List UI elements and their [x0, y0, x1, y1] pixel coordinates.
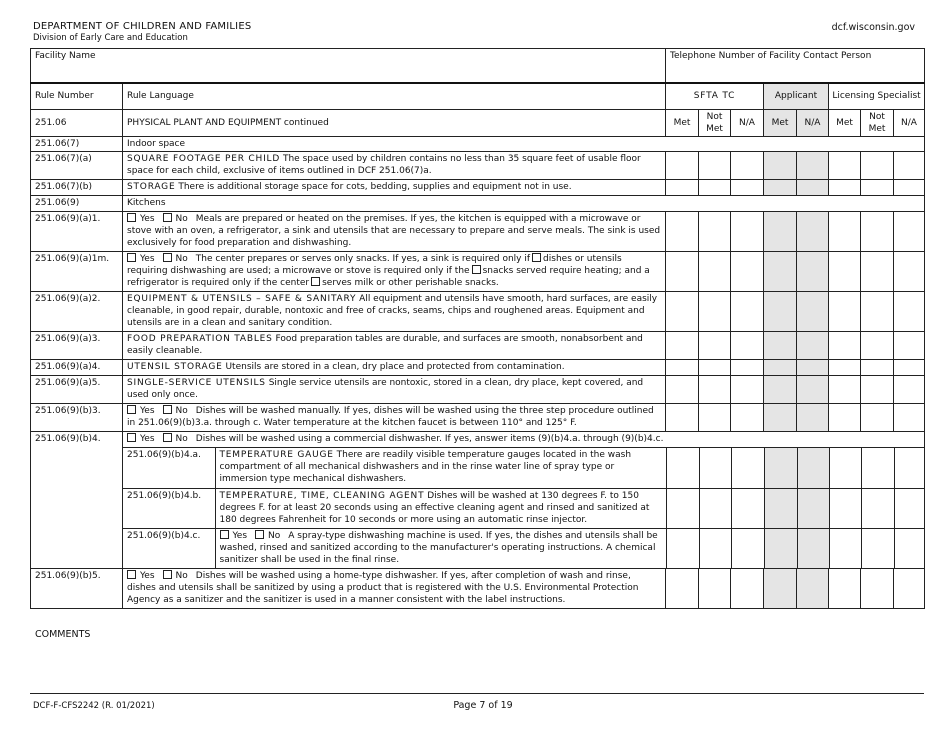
- ls-na-cell[interactable]: [894, 152, 925, 180]
- rule-title: STORAGE: [127, 182, 176, 192]
- ls-met-cell[interactable]: [829, 360, 861, 376]
- applicant-met-cell[interactable]: [764, 376, 797, 404]
- no-label: No: [175, 406, 188, 416]
- rule-number: 251.06(7)(b): [31, 180, 123, 196]
- column-header-row: [31, 83, 925, 110]
- sfta-na-cell[interactable]: [731, 332, 764, 360]
- sfta-met-cell[interactable]: [666, 448, 699, 488]
- sfta-met-cell[interactable]: [666, 376, 699, 404]
- ls-na-cell[interactable]: [894, 292, 925, 332]
- sfta-not-met-cell[interactable]: [699, 180, 731, 196]
- footer-divider: [30, 693, 924, 694]
- ls-met-cell[interactable]: [829, 152, 861, 180]
- no-label: No: [268, 530, 281, 541]
- applicant-met-cell[interactable]: [764, 252, 797, 292]
- applicant-met-cell[interactable]: [764, 404, 797, 432]
- sfta-na-cell[interactable]: [731, 448, 764, 488]
- ls-na-cell[interactable]: [894, 212, 925, 252]
- rule-language-header: Rule Language: [123, 83, 666, 110]
- sfta-met-cell[interactable]: [666, 569, 699, 609]
- rule-row-251-06-9: [31, 196, 925, 212]
- section-heading: Indoor space: [123, 137, 925, 152]
- checklist-body-table: [30, 109, 925, 609]
- rule-row-251-06-9-a-1m: [31, 252, 925, 292]
- facility-info-row: [31, 49, 925, 83]
- ls-met-cell[interactable]: [829, 448, 861, 488]
- ls-met-cell[interactable]: [829, 180, 861, 196]
- no-checkbox[interactable]: [163, 433, 172, 442]
- rule-text: Dishes will be washed at 130 degrees F. to 150 degrees F. for at least 20 seconds using an effective cleaning agent and rinsed and sanitized at 180 degrees Fahrenheit for 10 seconds or more using an automatic rinse injector.: [219, 490, 650, 525]
- ls-not-met-header: Not Met: [861, 110, 894, 137]
- website-url[interactable]: dcf.wisconsin.gov: [831, 22, 915, 33]
- no-label: No: [175, 254, 188, 264]
- sfta-met-header: Met: [666, 110, 699, 137]
- ls-met-header: Met: [829, 110, 861, 137]
- sfta-na-cell[interactable]: [731, 180, 764, 196]
- sfta-met-cell[interactable]: [666, 528, 699, 568]
- rule-text: Single service utensils are nontoxic, stored in a clean, dry place, kept covered, and used only once.: [127, 378, 644, 400]
- no-checkbox[interactable]: [163, 570, 172, 579]
- checklist-table: [30, 48, 925, 110]
- no-label: No: [175, 214, 188, 224]
- yes-checkbox[interactable]: [127, 433, 136, 442]
- rule-text-2: dishes or utensils requiring dishwashing are used; a microwave or stove is required only if the: [127, 254, 622, 276]
- rule-row-251-06-9-a-2: [31, 292, 925, 332]
- sfta-na-header: N/A: [731, 110, 764, 137]
- rule-text: Dishes will be washed using a commercial dishwasher. If yes, answer items (9)(b)4.a. through (9)(b)4.c.: [195, 434, 664, 444]
- ls-met-cell[interactable]: [829, 212, 861, 252]
- sfta-met-cell[interactable]: [666, 488, 699, 528]
- ls-not-met-cell[interactable]: [861, 569, 894, 609]
- yes-label: Yes: [140, 434, 155, 444]
- ls-na-cell[interactable]: [894, 376, 925, 404]
- no-checkbox[interactable]: [255, 530, 264, 539]
- ls-not-met-cell[interactable]: [861, 404, 894, 432]
- rule-row-251-06-9-a-1: [31, 212, 925, 252]
- sfta-na-cell[interactable]: [731, 528, 764, 568]
- ls-not-met-cell[interactable]: [861, 152, 894, 180]
- rule-text-4: serves milk or other perishable snacks.: [322, 278, 499, 288]
- sfta-met-cell[interactable]: [666, 332, 699, 360]
- applicant-na-cell[interactable]: [797, 404, 829, 432]
- rule-language: [123, 292, 666, 332]
- sfta-na-cell[interactable]: [731, 292, 764, 332]
- applicant-na-cell[interactable]: [797, 212, 829, 252]
- yes-checkbox[interactable]: [127, 213, 136, 222]
- rule-language: [123, 376, 666, 404]
- sfta-not-met-cell[interactable]: [699, 152, 731, 180]
- ls-na-cell[interactable]: [894, 252, 925, 292]
- dishes-checkbox[interactable]: [532, 253, 541, 262]
- rule-number: 251.06(9)(a)2.: [31, 292, 123, 332]
- rule-language: [215, 448, 666, 488]
- rule-number: 251.06(9)(b)3.: [31, 404, 123, 432]
- rule-text: A spray-type dishwashing machine is used. If yes, the dishes and utensils shall be washed, rinsed and sanitized according to the manufacturer's operating instructions. A chemical sanitizer shall be used in the final rinse.: [219, 530, 658, 565]
- rule-number-header: Rule Number: [31, 83, 123, 110]
- agency-name: DEPARTMENT OF CHILDREN AND FAMILIES: [33, 21, 252, 32]
- rule-title: FOOD PREPARATION TABLES: [127, 334, 273, 344]
- applicant-met-cell[interactable]: [764, 569, 797, 609]
- applicant-met-cell[interactable]: [764, 360, 797, 376]
- sfta-na-cell[interactable]: [731, 212, 764, 252]
- rule-number: 251.06(7)(a): [31, 152, 123, 180]
- sfta-not-met-cell[interactable]: [699, 528, 731, 568]
- yes-label: Yes: [232, 530, 248, 541]
- applicant-na-cell[interactable]: [797, 180, 829, 196]
- rule-number: 251.06(9)(b)4.: [31, 432, 123, 569]
- applicant-na-cell[interactable]: [797, 528, 829, 568]
- ls-na-cell[interactable]: [894, 180, 925, 196]
- rule-number: 251.06(9)(a)5.: [31, 376, 123, 404]
- ls-met-cell[interactable]: [829, 332, 861, 360]
- yes-checkbox[interactable]: [127, 253, 136, 262]
- sfta-not-met-cell[interactable]: [699, 404, 731, 432]
- applicant-met-cell[interactable]: [764, 152, 797, 180]
- rule-row-251-06-7: [31, 137, 925, 152]
- rule-row-251-06-9-b-4-a: [123, 448, 925, 488]
- applicant-met-cell[interactable]: [764, 180, 797, 196]
- comments-label: COMMENTS: [35, 629, 91, 640]
- facility-name-field[interactable]: [31, 49, 666, 83]
- rule-title: TEMPERATURE, TIME, CLEANING AGENT: [219, 490, 425, 501]
- no-checkbox[interactable]: [163, 213, 172, 222]
- rule-text-1: The center prepares or serves only snacks. If yes, a sink is required only if: [195, 254, 531, 264]
- rule-number: 251.06(9)(a)3.: [31, 332, 123, 360]
- sfta-tc-header: SFTA TC: [666, 83, 764, 110]
- sfta-not-met-cell[interactable]: [699, 488, 731, 528]
- ls-not-met-cell[interactable]: [861, 376, 894, 404]
- ls-na-cell[interactable]: [894, 528, 925, 568]
- header-agency-block: [33, 20, 251, 44]
- applicant-na-cell[interactable]: [797, 569, 829, 609]
- sub-rules-container: [123, 448, 925, 569]
- rule-text: There is additional storage space for cots, bedding, supplies and equipment not in use.: [178, 182, 572, 192]
- sfta-na-cell[interactable]: [731, 360, 764, 376]
- applicant-met-header: Met: [764, 110, 797, 137]
- applicant-header: Applicant: [764, 83, 829, 110]
- division-name: Division of Early Care and Education: [33, 33, 188, 43]
- sfta-met-cell[interactable]: [666, 292, 699, 332]
- rule-language: [123, 252, 666, 292]
- rule-row-251-06-9-b-4-b: [123, 488, 925, 528]
- ls-met-cell[interactable]: [829, 404, 861, 432]
- no-checkbox[interactable]: [163, 253, 172, 262]
- rule-title: SQUARE FOOTAGE PER CHILD: [127, 154, 281, 164]
- applicant-na-cell[interactable]: [797, 152, 829, 180]
- rule-number: 251.06(9)(b)4.b.: [123, 488, 215, 528]
- ls-not-met-cell[interactable]: [861, 292, 894, 332]
- rule-row-251-06-9-b-4: [31, 432, 925, 448]
- ls-na-cell[interactable]: [894, 488, 925, 528]
- sfta-not-met-cell[interactable]: [699, 448, 731, 488]
- sfta-na-cell[interactable]: [731, 404, 764, 432]
- rule-language: [123, 180, 666, 196]
- sfta-na-cell[interactable]: [731, 252, 764, 292]
- rule-row-251-06-9-b-4-c: [123, 528, 925, 568]
- applicant-na-header: N/A: [797, 110, 829, 137]
- applicant-na-cell[interactable]: [797, 448, 829, 488]
- ls-not-met-cell[interactable]: [861, 180, 894, 196]
- rule-number: 251.06(9)(a)1.: [31, 212, 123, 252]
- rule-language: [215, 528, 666, 568]
- applicant-met-cell[interactable]: [764, 212, 797, 252]
- applicant-na-cell[interactable]: [797, 360, 829, 376]
- yes-label: Yes: [140, 214, 155, 224]
- rule-title: EQUIPMENT & UTENSILS – SAFE & SANITARY: [127, 294, 357, 304]
- no-label: No: [175, 571, 188, 581]
- applicant-na-cell[interactable]: [797, 376, 829, 404]
- applicant-met-cell[interactable]: [764, 448, 797, 488]
- sub-rules-row: [31, 448, 925, 569]
- ls-na-cell[interactable]: [894, 448, 925, 488]
- rule-number: 251.06(9)(b)5.: [31, 569, 123, 609]
- rule-text: Utensils are stored in a clean, dry place and protected from contamination.: [225, 362, 565, 372]
- applicant-met-cell[interactable]: [764, 332, 797, 360]
- rule-number: 251.06(9)(a)1m.: [31, 252, 123, 292]
- ls-met-cell[interactable]: [829, 488, 861, 528]
- rule-number: 251.06: [31, 110, 123, 137]
- ls-na-header: N/A: [894, 110, 925, 137]
- rule-title: TEMPERATURE GAUGE: [219, 450, 334, 460]
- applicant-na-cell[interactable]: [797, 252, 829, 292]
- sfta-met-cell[interactable]: [666, 360, 699, 376]
- no-label: No: [175, 434, 188, 444]
- sfta-not-met-cell[interactable]: [699, 292, 731, 332]
- ls-na-cell[interactable]: [894, 360, 925, 376]
- rule-row-251-06: [31, 110, 925, 137]
- rule-language: [123, 152, 666, 180]
- telephone-field[interactable]: [666, 49, 925, 83]
- sfta-na-cell[interactable]: [731, 569, 764, 609]
- rule-text: The space used by children contains no less than 35 square feet of usable floor space for each child, exclusive of items outlined in DCF 251.06(7)a.: [127, 154, 641, 176]
- sfta-not-met-cell[interactable]: [699, 569, 731, 609]
- rule-text: Dishes will be washed using a home-type dishwasher. If yes, after completion of wash and rinse, dishes and utensils shall be sanitized by using a product that is registered with the U.S. Environmental Protection Agency as a sanitizer and the sanitizer is used in a manner consistent with the label instructions.: [127, 571, 639, 605]
- section-heading: PHYSICAL PLANT AND EQUIPMENT continued: [123, 110, 666, 137]
- yes-label: Yes: [140, 406, 155, 416]
- ls-not-met-cell[interactable]: [861, 212, 894, 252]
- sfta-not-met-cell[interactable]: [699, 212, 731, 252]
- applicant-met-cell[interactable]: [764, 292, 797, 332]
- yes-label: Yes: [140, 571, 155, 581]
- ls-not-met-cell[interactable]: [861, 332, 894, 360]
- ls-met-cell[interactable]: [829, 292, 861, 332]
- rule-number: 251.06(9)(b)4.a.: [123, 448, 215, 488]
- sfta-na-cell[interactable]: [731, 488, 764, 528]
- form-id: DCF-F-CFS2242 (R. 01/2021): [33, 701, 155, 711]
- rule-number: 251.06(9)(b)4.c.: [123, 528, 215, 568]
- facility-name-label: Facility Name: [35, 51, 96, 61]
- applicant-na-cell[interactable]: [797, 292, 829, 332]
- applicant-na-cell[interactable]: [797, 332, 829, 360]
- rule-text: Meals are prepared or heated on the premises. If yes, the kitchen is equipped with a microwave or stove with an oven, a refrigerator, a sink and utensils that are necessary to prepare and serve meals. The sink is used exclusively for food preparation and dishwashing.: [127, 214, 661, 248]
- ls-met-cell[interactable]: [829, 252, 861, 292]
- yes-checkbox[interactable]: [127, 405, 136, 414]
- rule-row-251-06-9-a-5: [31, 376, 925, 404]
- rule-language: [123, 569, 666, 609]
- sfta-not-met-cell[interactable]: [699, 376, 731, 404]
- ls-not-met-cell[interactable]: [861, 360, 894, 376]
- ls-not-met-cell[interactable]: [861, 488, 894, 528]
- rule-text-3: snacks served require heating; and a refrigerator is required only if the center: [127, 266, 650, 288]
- rule-text: Food preparation tables are durable, and surfaces are smooth, nonabsorbent and easily cleanable.: [127, 334, 643, 356]
- sfta-not-met-header: Not Met: [699, 110, 731, 137]
- sfta-not-met-cell[interactable]: [699, 332, 731, 360]
- ls-na-cell[interactable]: [894, 569, 925, 609]
- rule-language: [123, 432, 925, 448]
- rule-language: [215, 488, 666, 528]
- rule-number: 251.06(9)(a)4.: [31, 360, 123, 376]
- sfta-met-cell[interactable]: [666, 180, 699, 196]
- applicant-na-cell[interactable]: [797, 488, 829, 528]
- rule-row-251-06-9-b-3: [31, 404, 925, 432]
- sfta-na-cell[interactable]: [731, 152, 764, 180]
- sfta-met-cell[interactable]: [666, 152, 699, 180]
- rule-language: [123, 360, 666, 376]
- rule-text: Dishes will be washed manually. If yes, dishes will be washed using the three step procedure outlined in 251.06(9)(b)3.a. through c. Water temperature at the kitchen faucet is between 110° and 125° F.: [127, 406, 654, 428]
- ls-met-cell[interactable]: [829, 376, 861, 404]
- rule-row-251-06-7-a: [31, 152, 925, 180]
- rule-row-251-06-9-a-4: [31, 360, 925, 376]
- rule-number: 251.06(7): [31, 137, 123, 152]
- applicant-met-cell[interactable]: [764, 528, 797, 568]
- milk-checkbox[interactable]: [311, 277, 320, 286]
- sfta-na-cell[interactable]: [731, 376, 764, 404]
- rule-language: [123, 404, 666, 432]
- rule-row-251-06-9-b-5: [31, 569, 925, 609]
- rule-title: UTENSIL STORAGE: [127, 362, 223, 372]
- ls-not-met-cell[interactable]: [861, 528, 894, 568]
- ls-met-cell[interactable]: [829, 528, 861, 568]
- telephone-label: Telephone Number of Facility Contact Person: [670, 51, 872, 61]
- rule-language: [123, 332, 666, 360]
- ls-na-cell[interactable]: [894, 332, 925, 360]
- sfta-met-cell[interactable]: [666, 404, 699, 432]
- rule-language: [123, 212, 666, 252]
- snacks-heating-checkbox[interactable]: [472, 265, 481, 274]
- no-checkbox[interactable]: [163, 405, 172, 414]
- ls-na-cell[interactable]: [894, 404, 925, 432]
- rule-title: SINGLE-SERVICE UTENSILS: [127, 378, 266, 388]
- sub-rules-table: [123, 448, 925, 568]
- ls-met-cell[interactable]: [829, 569, 861, 609]
- sfta-not-met-cell[interactable]: [699, 252, 731, 292]
- rule-number: 251.06(9): [31, 196, 123, 212]
- yes-label: Yes: [140, 254, 155, 264]
- licensing-specialist-header: Licensing Specialist: [829, 83, 925, 110]
- ls-not-met-cell[interactable]: [861, 252, 894, 292]
- sfta-not-met-cell[interactable]: [699, 360, 731, 376]
- rule-row-251-06-7-b: [31, 180, 925, 196]
- applicant-met-cell[interactable]: [764, 488, 797, 528]
- yes-checkbox[interactable]: [127, 570, 136, 579]
- ls-not-met-cell[interactable]: [861, 448, 894, 488]
- sfta-met-cell[interactable]: [666, 212, 699, 252]
- yes-checkbox[interactable]: [220, 530, 229, 539]
- rule-text: All equipment and utensils have smooth, hard surfaces, are easily cleanable, in good repair, durable, nontoxic and free of cracks, seams, chips and roughened areas. Equipment and utensils are in a clean and sanitary condition.: [127, 294, 658, 328]
- rule-row-251-06-9-a-3: [31, 332, 925, 360]
- rule-text: There are readily visible temperature gauges located in the wash compartment of all mechanical dishwashers and in the rinse water line of spray type or immersion type mechanical dishwashers.: [219, 450, 632, 484]
- sfta-met-cell[interactable]: [666, 252, 699, 292]
- section-heading: Kitchens: [123, 196, 925, 212]
- page-number: Page 7 of 19: [453, 700, 513, 711]
